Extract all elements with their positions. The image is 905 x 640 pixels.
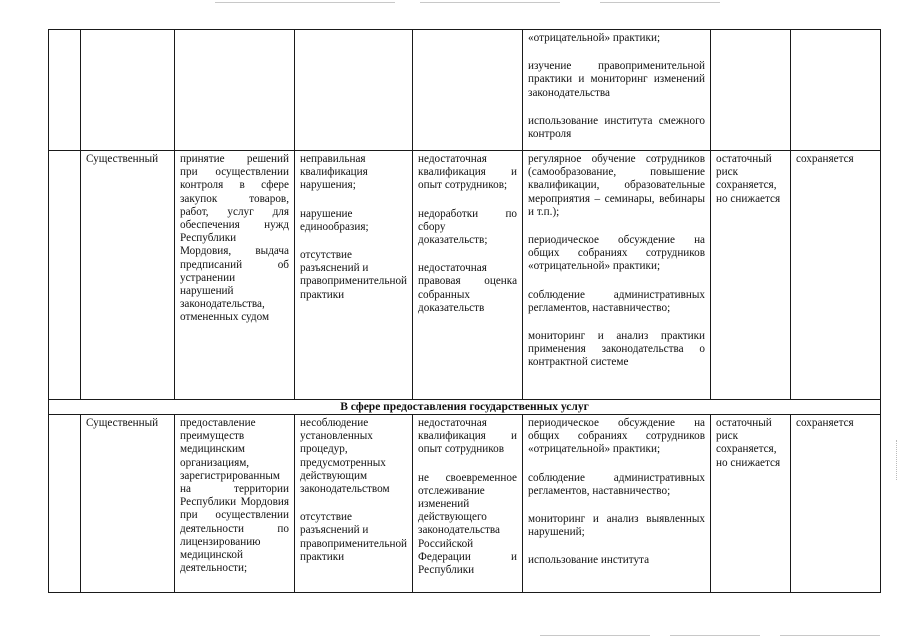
- residual-risk-cell: [711, 30, 791, 151]
- measures-cell: [523, 151, 711, 400]
- measure-item: регулярное обучение сотрудников (самообразование, повышение квалификации, образовательные мероприятия – семинары, вебинары и т.п.);: [528, 153, 706, 218]
- cause-item: недоработки по сбору доказательств;: [418, 207, 518, 247]
- section-title: В сфере предоставления государственных услуг: [49, 400, 881, 415]
- residual-risk-cell: остаточный риск сохраняется, но снижается: [711, 415, 791, 593]
- status-cell: сохраняется: [791, 415, 881, 593]
- residual-risk-cell: остаточный риск сохраняется, но снижается: [711, 151, 791, 400]
- measure-item: использование института: [528, 554, 650, 567]
- violation-item: отсутствие разъяснений и правоприменительной практики: [300, 249, 408, 301]
- risk-level-cell: [81, 30, 175, 151]
- table-row: [49, 151, 881, 400]
- cause-item: не своевременное отслеживание изменений действующего законодательства Российской Федерации и Республики: [418, 471, 518, 577]
- measure-item: использование института смежного контроля: [528, 114, 706, 141]
- measure-item: изучение правоприменительной практики и мониторинг изменений законодательства: [528, 60, 706, 99]
- violation-item: несоблюдение установленных процедур, предусмотренных действующим законодательством: [300, 417, 390, 496]
- causes-cell: [413, 30, 523, 151]
- cause-item: недостаточная правовая оценка собранных доказательств: [418, 262, 518, 314]
- violation-item: неправильная квалификация нарушения;: [300, 153, 368, 192]
- cause-item: недостаточная квалификация и опыт сотрудников: [418, 417, 518, 456]
- row-number-cell: [49, 30, 81, 151]
- violations-cell: [295, 415, 413, 593]
- scan-top-edge: [0, 0, 905, 6]
- section-row: [49, 400, 881, 415]
- measures-cell: [523, 415, 711, 593]
- measure-item: мониторинг и анализ практики применения законодательства о контрактной системе: [528, 330, 706, 369]
- risk-table: [48, 29, 881, 593]
- table-row: [49, 30, 881, 151]
- risk-level-cell: Существенный: [81, 415, 175, 593]
- violations-cell: [295, 151, 413, 400]
- violation-item: отсутствие разъяснений и правоприменительной практики: [300, 511, 408, 563]
- scan-margin-marks: [896, 440, 900, 480]
- measure-item: периодическое обсуждение на общих собраниях сотрудников «отрицательной» практики;: [528, 234, 706, 273]
- measure-item: мониторинг и анализ выявленных нарушений;: [528, 513, 706, 539]
- measure-item: периодическое обсуждение на общих собраниях сотрудников «отрицательной» практики;: [528, 417, 706, 456]
- causes-cell: [413, 151, 523, 400]
- measure-item: «отрицательной» практики;: [528, 32, 661, 44]
- status-cell: [791, 30, 881, 151]
- measure-item: соблюдение административных регламентов, наставничество;: [528, 288, 706, 314]
- row-number-cell: [49, 415, 81, 593]
- table-row: [49, 415, 881, 593]
- status-cell: сохраняется: [791, 151, 881, 400]
- violation-item: нарушение единообразия;: [300, 207, 369, 233]
- causes-cell: [413, 415, 523, 593]
- row-number-cell: [49, 151, 81, 400]
- measure-item: соблюдение административных регламентов, наставничество;: [528, 471, 706, 497]
- measures-cell: [523, 30, 711, 151]
- process-cell: [175, 30, 295, 151]
- violations-cell: [295, 30, 413, 151]
- process-cell: принятие решений при осуществлении контроля в сфере закупок товаров, работ, услуг для обеспечения нужд Республики Мордовия, выдача предписаний об устранении нарушений законодательства, отмененных судом: [175, 151, 295, 400]
- process-cell: предоставление преимуществ медицинским организациям, зарегистрированным на территории Республики Мордовия при осуществлении деятельности по лицензированию медицинской деятельности;: [175, 415, 295, 593]
- risk-level-cell: Существенный: [81, 151, 175, 400]
- scan-bottom-edge: [0, 632, 905, 640]
- cause-item: недостаточная квалификация и опыт сотрудников;: [418, 153, 518, 192]
